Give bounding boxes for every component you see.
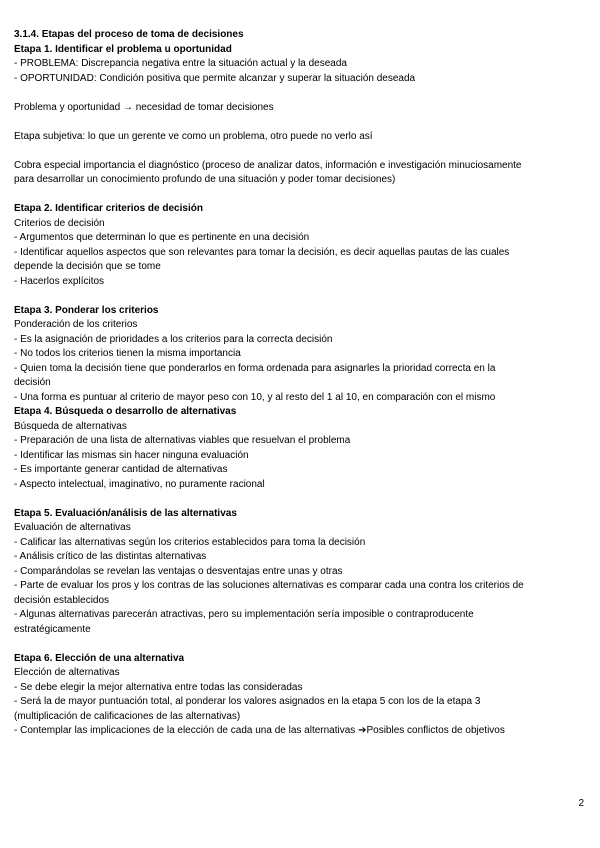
stage-4-title: Etapa 4. Búsqueda o desarrollo de alternativas — [14, 406, 237, 417]
stage-4-line: - Aspecto intelectual, imaginativo, no puramente racional — [14, 478, 265, 490]
stage-2-title: Etapa 2. Identificar criterios de decisión — [14, 203, 203, 214]
stage-4-line: - Identificar las mismas sin hacer ninguna evaluación — [14, 449, 249, 461]
stage-2-line: depende la decisión que se tome — [14, 261, 161, 272]
paragraph-gap — [14, 492, 586, 507]
stage-5-line: - Parte de evaluar los pros y los contras de las soluciones alternativas es comparar cada una contra los criterios de — [14, 580, 524, 591]
stage-3-line: - No todos los criterios tienen la misma importancia — [14, 348, 241, 359]
stage-2-line: - Argumentos que determinan lo que es pertinente en una decisión — [14, 232, 310, 243]
stage-5-line: - Comparándolas se revelan las ventajas o desventajas entre unas y otras — [14, 565, 343, 577]
stage-6-title: Etapa 6. Elección de una alternativa — [14, 652, 185, 664]
stage-1-relation: Problema y oportunidad → necesidad de tomar decisiones — [14, 101, 274, 113]
stage-3-subtitle: Ponderación de los criterios — [14, 319, 138, 330]
stage-5-title: Etapa 5. Evaluación/análisis de las alternativas — [14, 507, 237, 519]
stage-2-line: - Identificar aquellos aspectos que son relevantes para tomar la decisión, es decir aquellas pautas de las cuales — [14, 246, 510, 258]
stage-6-subtitle: Elección de alternativas — [14, 667, 120, 678]
document-body — [14, 28, 586, 739]
stage-6-line: (multiplicación de calificaciones de las alternativas) — [14, 710, 241, 722]
paragraph-gap — [14, 289, 586, 304]
stage-1-line: - OPORTUNIDAD: Condición positiva que permite alcanzar y superar la situación deseada — [14, 72, 416, 84]
stage-4-subtitle: Búsqueda de alternativas — [14, 420, 127, 432]
stage-1-diagnosis: Cobra especial importancia el diagnóstico (proceso de analizar datos, información e investigación minuciosamente — [14, 159, 522, 171]
stage-4-line: - Es importante generar cantidad de alternativas — [14, 464, 228, 475]
stage-6-line: - Contemplar las implicaciones de la elección de cada una de las alternativas ➔Posibles conflictos de objetivos — [14, 725, 505, 736]
paragraph-gap — [14, 86, 586, 101]
stage-1-title: Etapa 1. Identificar el problema u oportunidad — [14, 43, 232, 55]
page-number: 2 — [578, 798, 584, 809]
stage-1-line: - PROBLEMA: Discrepancia negativa entre la situación actual y la deseada — [14, 58, 347, 69]
stage-5-line: - Calificar las alternativas según los criterios establecidos para toma la decisión — [14, 536, 366, 548]
paragraph-gap — [14, 188, 586, 203]
stage-3-line: - Quien toma la decisión tiene que ponderarlos en forma ordenada para asignarles la prioridad correcta en la — [14, 362, 496, 374]
stage-3-line: - Una forma es puntuar al criterio de mayor peso con 10, y al resto del 1 al 10, en comparación con el mismo — [14, 391, 496, 403]
stage-5-line: - Análisis crítico de las distintas alternativas — [14, 551, 207, 562]
stage-3-line: decisión — [14, 377, 51, 388]
stage-6-line: - Se debe elegir la mejor alternativa entre todas las consideradas — [14, 681, 303, 693]
stage-5-line: estratégicamente — [14, 623, 91, 635]
paragraph-gap — [14, 637, 586, 652]
stage-5-line: decisión establecidos — [14, 594, 110, 606]
stage-1-subjective: Etapa subjetiva: lo que un gerente ve como un problema, otro puede no verlo así — [14, 130, 373, 142]
section-title: 3.1.4. Etapas del proceso de toma de decisiones — [14, 29, 244, 40]
paragraph-gap — [14, 115, 586, 130]
stage-2-subtitle: Criterios de decisión — [14, 217, 105, 229]
stage-1-diagnosis: para desarrollar un conocimiento profundo de una situación y poder tomar decisiones) — [14, 174, 396, 185]
stage-4-line: - Preparación de una lista de alternativas viables que resuelvan el problema — [14, 435, 351, 446]
stage-5-line: - Algunas alternativas parecerán atractivas, pero su implementación sería imposible o contraproducente — [14, 609, 474, 620]
paragraph-gap — [14, 144, 586, 159]
stage-3-line: - Es la asignación de prioridades a los criterios para la correcta decisión — [14, 333, 333, 345]
stage-3-title: Etapa 3. Ponderar los criterios — [14, 304, 159, 316]
stage-6-line: - Será la de mayor puntuación total, al ponderar los valores asignados en la etapa 5 con los de la etapa 3 — [14, 696, 481, 707]
stage-2-line: - Hacerlos explícitos — [14, 275, 105, 287]
stage-5-subtitle: Evaluación de alternativas — [14, 522, 131, 533]
